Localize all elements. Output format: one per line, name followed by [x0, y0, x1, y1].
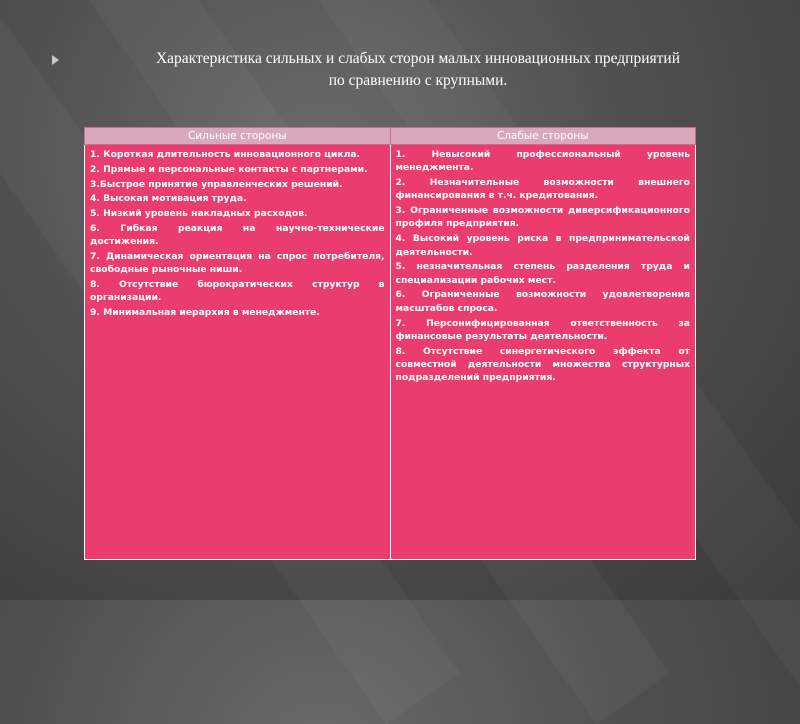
title-line-1: Характеристика сильных и слабых сторон малых инновационных предприятий — [155, 50, 681, 67]
header-weaknesses: Слабые стороны — [390, 128, 696, 145]
weaknesses-cell — [390, 145, 696, 560]
slide-title — [68, 48, 768, 92]
title-line-2: по сравнению с крупными. — [328, 72, 508, 89]
weakness-item: 4. Высокий уровень риска в предпринимательской деятельности. — [395, 233, 690, 258]
weakness-item: 8. Отсутствие синергетического эффекта от совместной деятельности множества структурных подразделений предприятия. — [395, 345, 690, 384]
header-strengths: Сильные стороны — [85, 128, 391, 145]
strength-item: 5. Низкий уровень накладных расходов. — [90, 208, 308, 220]
weakness-item: 3. Ограниченные возможности диверсификационного профиля предприятия. — [395, 205, 690, 230]
weakness-item: 7. Персонифицированная ответственность за финансовые результаты деятельности. — [395, 317, 690, 342]
bullet-arrow-icon — [52, 55, 59, 65]
strength-item: 9. Минимальная иерархия в менеджменте. — [90, 307, 320, 319]
weakness-item: 5. незначительная степень разделения труда и специализации рабочих мест. — [395, 261, 690, 286]
strength-item: 1. Короткая длительность инновационного цикла. — [90, 149, 361, 160]
weakness-item: 1. Невысокий профессиональный уровень менеджмента. — [395, 149, 690, 174]
table-header-row — [85, 128, 696, 145]
strength-item: 4. Высокая мотивация труда. — [90, 193, 247, 205]
strengths-cell — [85, 145, 391, 560]
weakness-item: 2. Незначительные возможности внешнего финансирования в т.ч. кредитования. — [395, 177, 690, 202]
strength-item: 6. Гибкая реакция на научно-технические достижения. — [90, 222, 385, 248]
strength-item: 8. Отсутствие бюрократических структур в организации. — [90, 279, 385, 304]
strength-item: 7. Динамическая ориентация на спрос потребителя, свободные рыночные ниши. — [90, 251, 385, 276]
comparison-table — [84, 127, 696, 560]
table-row — [85, 145, 696, 560]
strength-item: 3.Быстрое принятие управленческих решений. — [90, 178, 343, 190]
strength-item: 2. Прямые и персональные контакты с партнерами. — [90, 163, 368, 175]
weakness-item: 6. Ограниченные возможности удовлетворения масштабов спроса. — [395, 289, 690, 314]
